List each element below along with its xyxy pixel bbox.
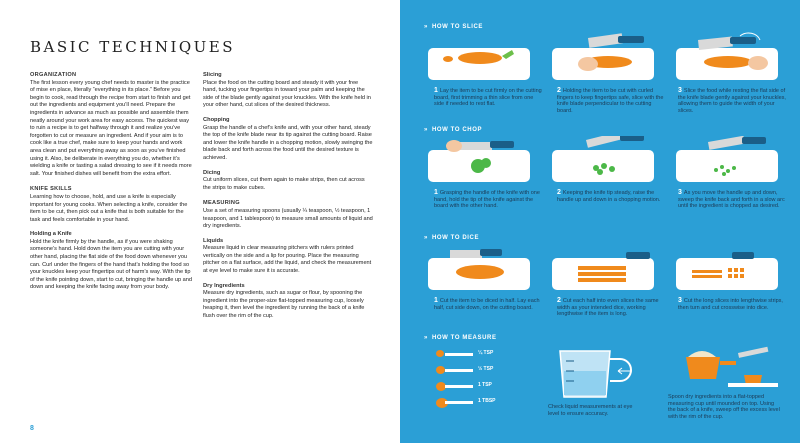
organization-heading: ORGANIZATION [30, 72, 77, 78]
dry-measure-illustration [668, 343, 788, 395]
measure-section-heading [424, 335, 497, 341]
step-text: Holding the item to be cut with curled fingers to keep fingertips safe, slice with the knife blade perpendicular to the cutting board. [557, 88, 664, 114]
dice-step-1-illustration [428, 249, 530, 290]
liquids-text: Measure liquid in clear measuring pitchers with rulers printed vertically on the side and a lip for pouring. Place the measuring pitcher on a flat surface, add the liquid, and check the measurement at eye level to make sure it is accurate. [203, 245, 372, 275]
step-text: Cut each half into even slices the same width as your intended dice, working lengthwise if the item is long. [557, 298, 659, 318]
step-text: Keeping the knife tip steady, raise the handle up and down in a chopping motion. [557, 190, 661, 203]
dicing-heading: Dicing [203, 169, 221, 176]
dice-step-2 [557, 298, 665, 318]
chopping-text: Grasp the handle of a chef’s knife and, with your other hand, steady the top of the knife blade near its tip against the cutting board. Raise and lower the knife handle in a chopping motion, slowly swinging the blade back and forth across the food until the desired texture is achieved. [203, 124, 373, 161]
step-number: 3 [678, 189, 682, 196]
step-number: 1 [434, 87, 438, 94]
spoon-label: ½ TSP [478, 366, 494, 372]
dicing-text: Cut uniform slices, cut them again to make strips, then cut across the strips to make cubes. [203, 177, 365, 191]
measuring-spoon-quarter-tsp [436, 350, 506, 359]
step-text: Lay the item to be cut firmly on the cutting board, first trimming a thin slice from one side if needed to rest flat. [434, 88, 542, 108]
double-chevron-icon: » [424, 335, 428, 341]
chopping-heading: Chopping [203, 116, 230, 123]
chop-heading-text: HOW TO CHOP [431, 127, 483, 133]
measuring-heading: MEASURING [203, 200, 240, 207]
slicing-text: Place the food on the cutting board and steady it with your free hand, tucking your fingertips in toward your palm and keeping the side of the blade gently against your knuckles. With the knife held in your other hand, cut slices of the desired thickness. [203, 79, 371, 109]
slice-step-2 [557, 88, 665, 114]
knife-skills-heading: KNIFE SKILLS [30, 186, 72, 193]
measuring-pitcher-illustration [550, 345, 640, 401]
slice-step-1-illustration [428, 48, 530, 80]
holding-knife-text: Hold the knife firmly by the handle, as if you were shaking someone’s hand. Hold down the item you are cutting with your other hand, placing the flat side of the food down whenever you can. Curl under the fingers of the hand that’s holding the food so your knuckles keep your fingertips out of harm’s way. With the tip of the knife pointing down, start to cut, bringing the handle up and down and keeping the knife facing away from your body. [30, 238, 193, 291]
dice-step-1 [434, 298, 542, 311]
dice-illustrations [428, 244, 788, 294]
text-column-1 [30, 72, 193, 292]
dry-ingredients-heading: Dry Ingredients [203, 282, 245, 289]
measuring-text: Use a set of measuring spoons (usually ¼ teaspoon, ½ teaspoon, 1 teaspoon, and 1 tablespoon) to measure small amounts of liquid and dry ingredients. [203, 207, 373, 230]
dice-step-3 [678, 298, 786, 311]
chop-step-2-illustration [552, 136, 654, 182]
liquid-measure-text: Check liquid measurements at eye level to ensure accuracy. [548, 404, 633, 417]
measure-heading-text: HOW TO MEASURE [431, 335, 497, 341]
step-number: 3 [678, 87, 682, 94]
holding-knife-heading: Holding a Knife [30, 231, 72, 238]
page-title: BASIC TECHNIQUES [30, 38, 236, 56]
dice-step-2-illustration [552, 252, 654, 290]
knife-skills-text: Learning how to choose, hold, and use a knife is especially important for young cooks. When selecting a knife, consider the item to be cut, then pick out a knife that is both suitable for the task and feels comfortable in your hand. [30, 193, 188, 223]
chop-step-3 [678, 190, 786, 210]
step-number: 2 [557, 297, 561, 304]
slice-section-heading [424, 24, 483, 30]
text-column-2 [203, 72, 373, 321]
step-text: Grasping the handle of the knife with one hand, hold the tip of the knife against the board with the other hand. [434, 190, 540, 210]
double-chevron-icon: » [424, 235, 428, 241]
chop-step-3-illustration [676, 136, 778, 182]
slicing-heading: Slicing [203, 72, 222, 78]
slice-step-2-illustration [552, 33, 654, 80]
step-number: 1 [434, 189, 438, 196]
chop-step-1 [434, 190, 542, 210]
double-chevron-icon: » [424, 127, 428, 133]
page-number: 8 [30, 425, 34, 432]
step-number: 2 [557, 87, 561, 94]
slice-step-3 [678, 88, 786, 114]
spoon-label: 1 TBSP [478, 398, 496, 404]
measuring-spoon-half-tsp [436, 366, 506, 375]
step-number: 2 [557, 189, 561, 196]
chop-step-2 [557, 190, 665, 203]
slice-step-1 [434, 88, 542, 108]
right-page-illustrations [400, 0, 800, 443]
liquids-heading: Liquids [203, 237, 224, 244]
organization-text: The first lesson every young chef needs to master is the practice of mise en place, literally “everything in its place.” Before you begin to cook, read through the recipe from start to finish and get out the ingredients and equipment you’ll need. Prepare the ingredients in advance as much as possible and assemble them neatly around your work area for easy access. The quickest way to ruin a recipe is to get halfway through it and realize you’ve forgotten to cut or measure an ingredient. And if your aim is to cook like a true chef, make sure to keep your hands and work area clean and put everything away as soon as you’ve finished using it. Also, be deliberate in everything you do, whether it’s wielding a knife or tasting a salad dressing to see if it needs more salt. Your finished dishes will benefit from the extra effort. [30, 79, 192, 177]
dice-section-heading [424, 235, 479, 241]
dry-ingredients-text: Measure dry ingredients, such as sugar or flour, by spooning the ingredient into the proper-size flat-topped measuring cup, loosely heaping it, then level the ingredient by running the back of a knife flush over the rim of the cup. [203, 290, 365, 320]
spoon-label: 1 TSP [478, 382, 492, 388]
chop-illustrations [428, 136, 788, 186]
step-number: 3 [678, 297, 682, 304]
measuring-spoon-1-tbsp [436, 398, 506, 407]
slice-illustrations [428, 32, 788, 84]
dry-measure-text: Spoon dry ingredients into a flat-topped measuring cup until mounded on top. Using the back of a knife, sweep off the excess level with the rim of the cup. [668, 394, 780, 420]
step-text: As you move the handle up and down, sweep the knife back and forth in a slow arc until the ingredient is chopped as desired. [678, 190, 785, 210]
step-text: Slice the food while resting the flat side of the knife blade gently against your knuckles, allowing them to guide the width of your slices. [678, 88, 786, 114]
chop-step-1-illustration [428, 140, 530, 182]
slice-step-3-illustration [676, 33, 778, 80]
slice-heading-text: HOW TO SLICE [431, 24, 484, 30]
step-number: 1 [434, 297, 438, 304]
chop-section-heading [424, 127, 482, 133]
dice-step-3-illustration [676, 252, 778, 290]
double-chevron-icon: » [424, 24, 428, 30]
spoon-label: ¼ TSP [478, 350, 494, 356]
dice-heading-text: HOW TO DICE [431, 235, 480, 241]
step-text: Cut the item to be diced in half. Lay each half, cut side down, on the cutting board. [434, 298, 540, 311]
measuring-spoon-1-tsp [436, 382, 506, 391]
step-text: Cut the long slices into lengthwise strips, then turn and cut crosswise into dice. [678, 298, 783, 311]
